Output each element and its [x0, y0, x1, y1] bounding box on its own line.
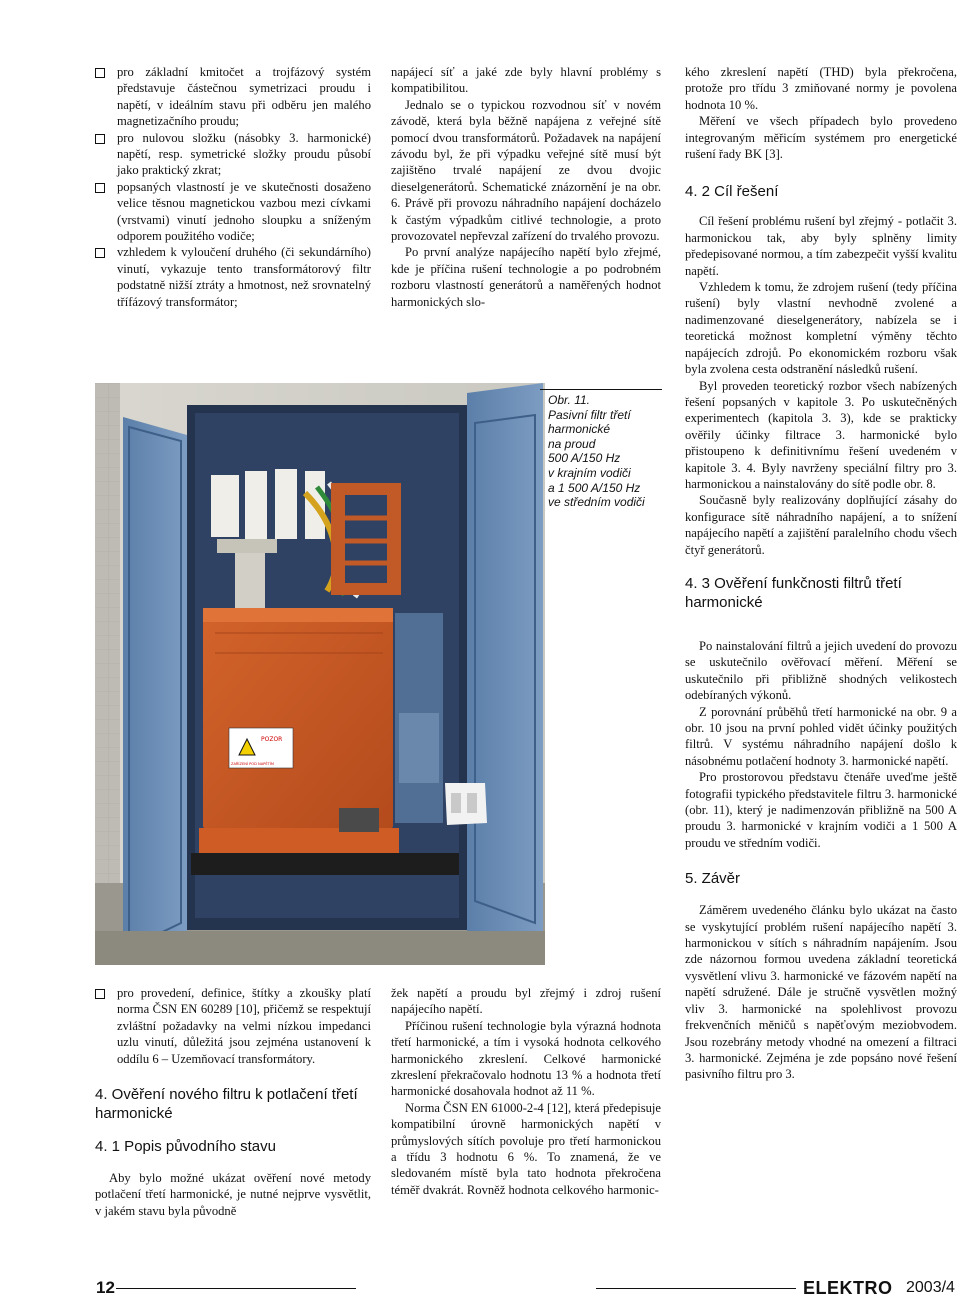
section-heading-4-2: 4. 2 Cíl řešení — [685, 183, 779, 201]
column-1-top — [95, 64, 371, 310]
figure-caption — [548, 389, 668, 510]
caption-line: Pasivní filtr třetí — [548, 407, 631, 422]
paragraph: Pro prostorovou představu čtenáře uveďme ještě fotografii typického představitele filtru 3. harmonické (obr. 11), který je nadimenzován přibližně na 500 A proudu 3. harmonické v krajním vodiči a 1 500 A proudu ve středním vodiči. — [685, 770, 957, 850]
column-2-bottom — [391, 985, 661, 1198]
footer-rule-right — [596, 1288, 796, 1289]
paragraph: Norma ČSN EN 61000-2-4 [12], která předepisuje kompatibilní úrovně harmonických napětí v průmyslových sítích povoluje pro třetí harmonickou a třídu 3 hodnotu 6 %. To znamená, že ve sledovaném místě byla tato hodnota překročena téměř dvakrát. Rovněž hodnota celkového harmonic- — [391, 1100, 661, 1197]
warning-title: POZOR — [261, 736, 283, 743]
list-item: pro nulovou složku (násobky 3. harmonické) napětí, resp. symetrické složky proudu působí jako praktický zkrat; — [95, 130, 371, 179]
paragraph: Záměrem uvedeného článku bylo ukázat na často se vyskytující problém rušení napájecího napětí 3. harmonickou v sítích s náhradním napájením. Jsou zde názornou formou uvedena základní teoretická vysvětlení vlivu 3. harmonické ve fázovém napětí na napětí sdružené. Dále je stručně vysvětlen možný vliv 3. harmonické na spolehlivost provozu frekvenčních měničů s napěťovým meziobvodem. Jsou rozebrány metody vhodné na omezení a filtraci 3. harmonické. Zejména je zde popsáno nové řešení pasivního filtru pro 3. — [685, 903, 957, 1082]
caption-label: Obr. 11. — [548, 393, 591, 407]
paragraph: Z porovnání průběhů třetí harmonické na obr. 9 a obr. 10 jsou na první pohled vidět účinky použitých filtrů. V systému náhradního napájení došlo k násobnému potlačení hodnoty 3. harmonické napětí. — [685, 704, 957, 768]
section-heading-4-3: 4. 3 Ověření funkčnosti filtrů třetí harmonické — [685, 574, 902, 611]
caption-rule — [540, 389, 662, 390]
paragraph: Aby bylo možné ukázat ověření nové metody potlačení třetí harmonické, je nutné nejprve vysvětlit, v jakém stavu byla původně — [95, 1171, 371, 1218]
column-3 — [685, 64, 957, 1083]
paragraph: Současně byly realizovány doplňující zásahy do konfigurace sítě náhradního napájení, a to snížení napájecího napětí a zajištění paralelního chodu všech čtyř generátorů. — [685, 493, 957, 557]
paragraph: Po první analýze napájecího napětí bylo zřejmé, kde je příčina rušení technologie a po podrobném rozboru vlastností generátorů a naměřených hodnot harmonických slo- — [391, 245, 661, 309]
magazine-brand: ELEKTRO — [803, 1278, 893, 1298]
caption-line: ve středním vodiči — [548, 495, 645, 510]
paragraph: Příčinou rušení technologie byla výrazná hodnota třetí harmonické, a tím i vysoká hodnota celkového harmonického zkreslení. Celkové harmonické zkreslení překračovalo hodnotu 13 % a hodnota třetí harmonické dosahovala hodnot až 11 %. — [391, 1018, 661, 1099]
section-heading-5: 5. Závěr — [685, 870, 741, 888]
caption-line: 500 A/150 Hz — [548, 451, 621, 466]
bullet-list-bottom — [95, 985, 371, 1067]
section-heading-4: 4. Ověření nového filtru k potlačení třetí harmonické — [95, 1086, 358, 1123]
paragraph: Jednalo se o typickou rozvodnou síť v novém závodě, která byla běžně napájena z veřejné sítě pomocí dvou transformátorů. Požadavek na napájení závodu byl, že při výpadku veřejné sítě musí být zajištěno trvalé napájení ze dvou dvojic dieselgenerátorů. Schematické znázornění je na obr. 6. Právě při provozu náhradního napájení docházelo k častým výpadkům citlivé technologie, a proto provozovatel nepřevzal zařízení do trvalého provozu. — [391, 97, 661, 244]
paragraph: Byl proveden teoretický rozbor všech nabízených řešení popsaných v kapitole 3. Po uskutečněných experimentech (kapitola 3. 3), kde se prakticky ověřily účinky filtrace 3. harmonické bylo přistoupeno k definitivnímu řešení uvedeném v kapitole 3. 4. Byly navrženy speciální filtry pro 3. harmonickou a nainstalovány do sítě podle obr. 8. — [685, 378, 957, 491]
paragraph: kého zkreslení napětí (THD) byla překročena, protože pro třídu 3 zmiňované normy je povolena hodnota 10 %. — [685, 65, 957, 112]
list-item: vzhledem k vyloučení druhého (či sekundárního) vinutí, vykazuje tento transformátorový filtr podstatně nižší ztráty a hmotnost, než srovnatelný třífázový transformátor; — [95, 244, 371, 310]
warning-subtitle: ZAŘÍZENÍ POD NAPĚTÍM — [231, 762, 274, 766]
footer-rule-left — [116, 1288, 356, 1289]
caption-line: a 1 500 A/150 Hz — [548, 480, 641, 495]
section-heading-4-1: 4. 1 Popis původního stavu — [95, 1138, 276, 1156]
paragraph: Cíl řešení problému rušení byl zřejmý - potlačit 3. harmonickou tak, aby byly splněny limity předepisované normou, a tím zabezpečit vyšší kvalitu napětí. — [685, 214, 957, 278]
caption-line: na proud — [548, 436, 596, 451]
page-number: 12 — [96, 1278, 115, 1297]
column-2-top — [391, 64, 661, 310]
list-item: popsaných vlastností je ve skutečnosti dosaženo velice těsnou magnetickou vazbou mezi cívkami (vrstvami) vinutí jednoho sloupku a sníženým odporem použitého vodiče; — [95, 179, 371, 245]
issue-number: 2003/4 — [906, 1279, 955, 1296]
paragraph: Měření ve všech případech bylo provedeno integrovaným měřicím systémem pro energetické rušení řady BK [3]. — [685, 114, 957, 162]
column-1-bottom — [95, 985, 371, 1219]
caption-line: v krajním vodiči — [548, 465, 631, 480]
list-item: pro provedení, definice, štítky a zkoušky platí norma ČSN EN 60289 [10], přičemž se respektují zvláštní požadavky na velmi nízkou impedanci uzlu vinutí, důležitá jsou zejména ustanovení k oddílu 6 – Uzemňovací transformátory. — [95, 985, 371, 1067]
filter-cabinet-photo — [95, 383, 545, 965]
list-item: pro základní kmitočet a trojfázový systém představuje částečnou symetrizaci proudu i napětí, v ideálním stavu při odběru jen malého magnetizačního proudu; — [95, 64, 371, 130]
paragraph: Po nainstalování filtrů a jejich uvedení do provozu se uskutečnilo ověřovací měření. Měření se uskutečnilo při přibližně shodných velikostech odebíraných výkonů. — [685, 638, 957, 703]
paragraph: Vzhledem k tomu, že zdrojem rušení (tedy příčina rušení) byly vlastní nevhodně zvolené a nadimenzované dieselgenerátory, nabízela se i teoretická možnost kompletní výměny těchto napájecích zdrojů. Po ekonomickém rozboru však byla zvolena cesta odstranění následků rušení. — [685, 280, 957, 377]
caption-line: harmonické — [548, 422, 611, 437]
bullet-list-top — [95, 64, 371, 310]
paragraph: žek napětí a proudu byl zřejmý i zdroj rušení napájecího napětí. — [391, 986, 661, 1017]
paragraph: napájecí síť a jaké zde byly hlavní problémy s kompatibilitou. — [391, 65, 661, 96]
